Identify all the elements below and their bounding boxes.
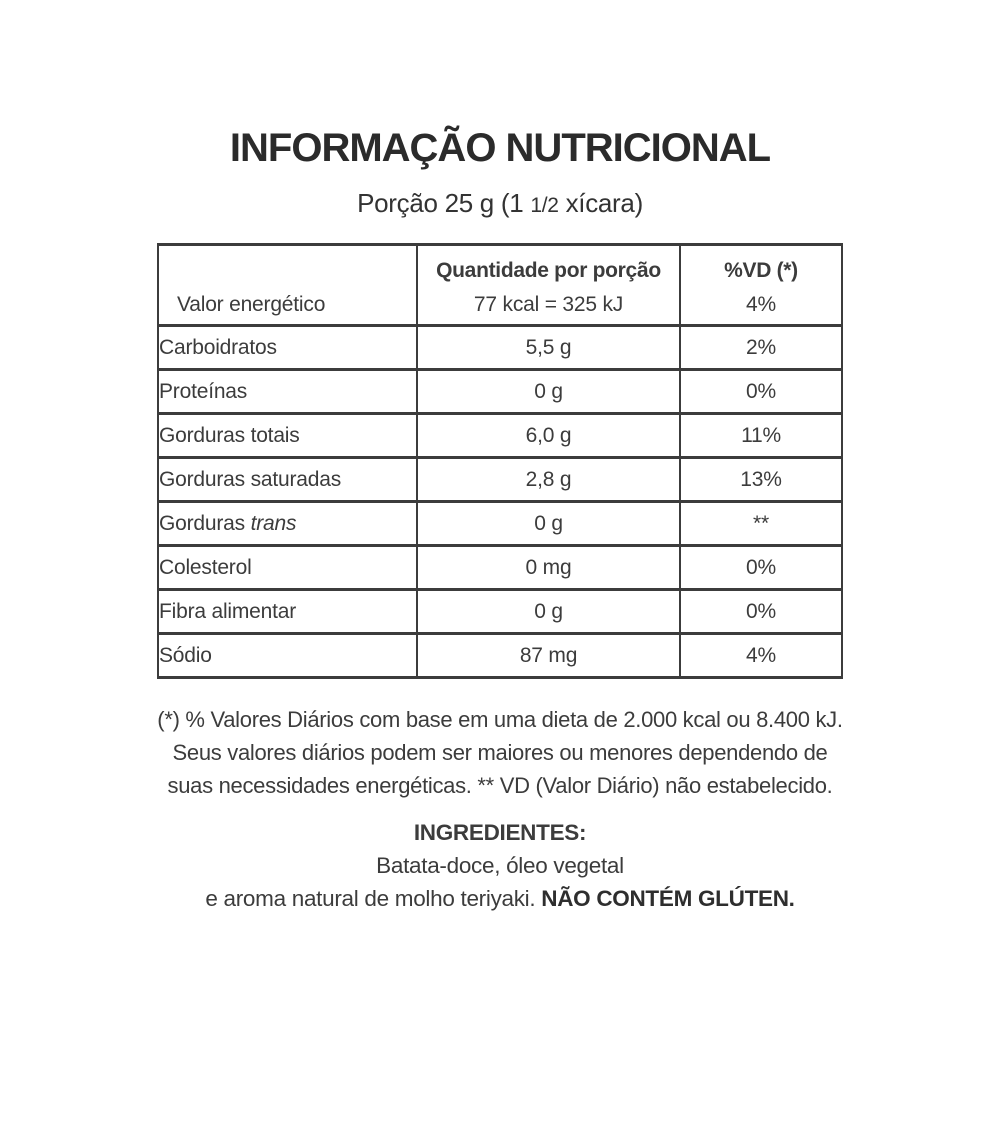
amount-value: 5,5 g: [417, 326, 680, 370]
serving-text-suffix: xícara): [558, 188, 643, 218]
dv-value: 0%: [680, 370, 842, 414]
nutrient-name: [158, 502, 417, 546]
amount-value: 0 g: [417, 370, 680, 414]
amount-value: 87 mg: [417, 634, 680, 678]
table-row-gorduras-saturadas: [158, 458, 842, 502]
dv-value: 11%: [680, 414, 842, 458]
nutrient-name: Sódio: [158, 634, 417, 678]
nutrition-table: [157, 243, 843, 679]
nutrient-name-italic: trans: [250, 511, 297, 535]
footnote-line: (*) % Valores Diários com base em uma dieta de 2.000 kcal ou 8.400 kJ.: [157, 707, 843, 732]
table-row-valor-energetico: [158, 245, 842, 326]
dv-cell: [680, 245, 842, 326]
serving-text: Porção 25 g (1: [357, 188, 531, 218]
table-row-gorduras-trans: [158, 502, 842, 546]
amount-value: 2,8 g: [417, 458, 680, 502]
nutrient-name: Valor energético: [177, 292, 326, 316]
dv-value: 0%: [680, 590, 842, 634]
dv-value: 4%: [746, 292, 776, 316]
dv-value: 13%: [680, 458, 842, 502]
table-row-carboidratos: [158, 326, 842, 370]
table-row-colesterol: [158, 546, 842, 590]
amount-cell: [417, 245, 680, 326]
table-row-sodio: [158, 634, 842, 678]
table-row-proteinas: [158, 370, 842, 414]
ingredients-line: Batata-doce, óleo vegetal: [376, 853, 624, 878]
amount-value: 6,0 g: [417, 414, 680, 458]
amount-value: 0 mg: [417, 546, 680, 590]
header-spacer: [159, 246, 416, 285]
dv-value: 0%: [680, 546, 842, 590]
nutrient-name-prefix: Gorduras: [159, 511, 251, 535]
ingredients-line: [0, 882, 1000, 915]
amount-value: 77 kcal = 325 kJ: [473, 292, 624, 316]
nutrient-name: Colesterol: [158, 546, 417, 590]
table-row-gorduras-totais: [158, 414, 842, 458]
serving-fraction: 1/2: [530, 194, 559, 217]
daily-values-footnote: [0, 703, 1000, 802]
dv-value: 4%: [680, 634, 842, 678]
nutrient-name: Gorduras totais: [158, 414, 417, 458]
ingredients-heading: INGREDIENTES:: [413, 820, 587, 845]
nutrient-cell: [158, 245, 417, 326]
footnote-line: Seus valores diários podem ser maiores ou menores dependendo de: [172, 740, 828, 765]
nutrition-label-page: [0, 126, 1000, 1126]
nutrient-name: Proteínas: [158, 370, 417, 414]
gluten-free-statement: NÃO CONTÉM GLÚTEN.: [541, 886, 795, 911]
footnote-line: suas necessidades energéticas. ** VD (Valor Diário) não estabelecido.: [167, 773, 833, 798]
amount-column-header: Quantidade por porção: [436, 259, 661, 282]
ingredients-text: e aroma natural de molho teriyaki.: [205, 886, 542, 911]
table-row-fibra-alimentar: [158, 590, 842, 634]
dv-value: 2%: [680, 326, 842, 370]
nutrient-name: Carboidratos: [158, 326, 417, 370]
ingredients-section: [0, 816, 1000, 915]
serving-size: [0, 188, 1000, 221]
dv-column-header: %VD (*): [724, 259, 798, 282]
dv-value: **: [680, 502, 842, 546]
amount-value: 0 g: [417, 590, 680, 634]
page-title: INFORMAÇÃO NUTRICIONAL: [229, 126, 771, 170]
nutrient-name: Fibra alimentar: [158, 590, 417, 634]
amount-value: 0 g: [417, 502, 680, 546]
nutrient-name: Gorduras saturadas: [158, 458, 417, 502]
